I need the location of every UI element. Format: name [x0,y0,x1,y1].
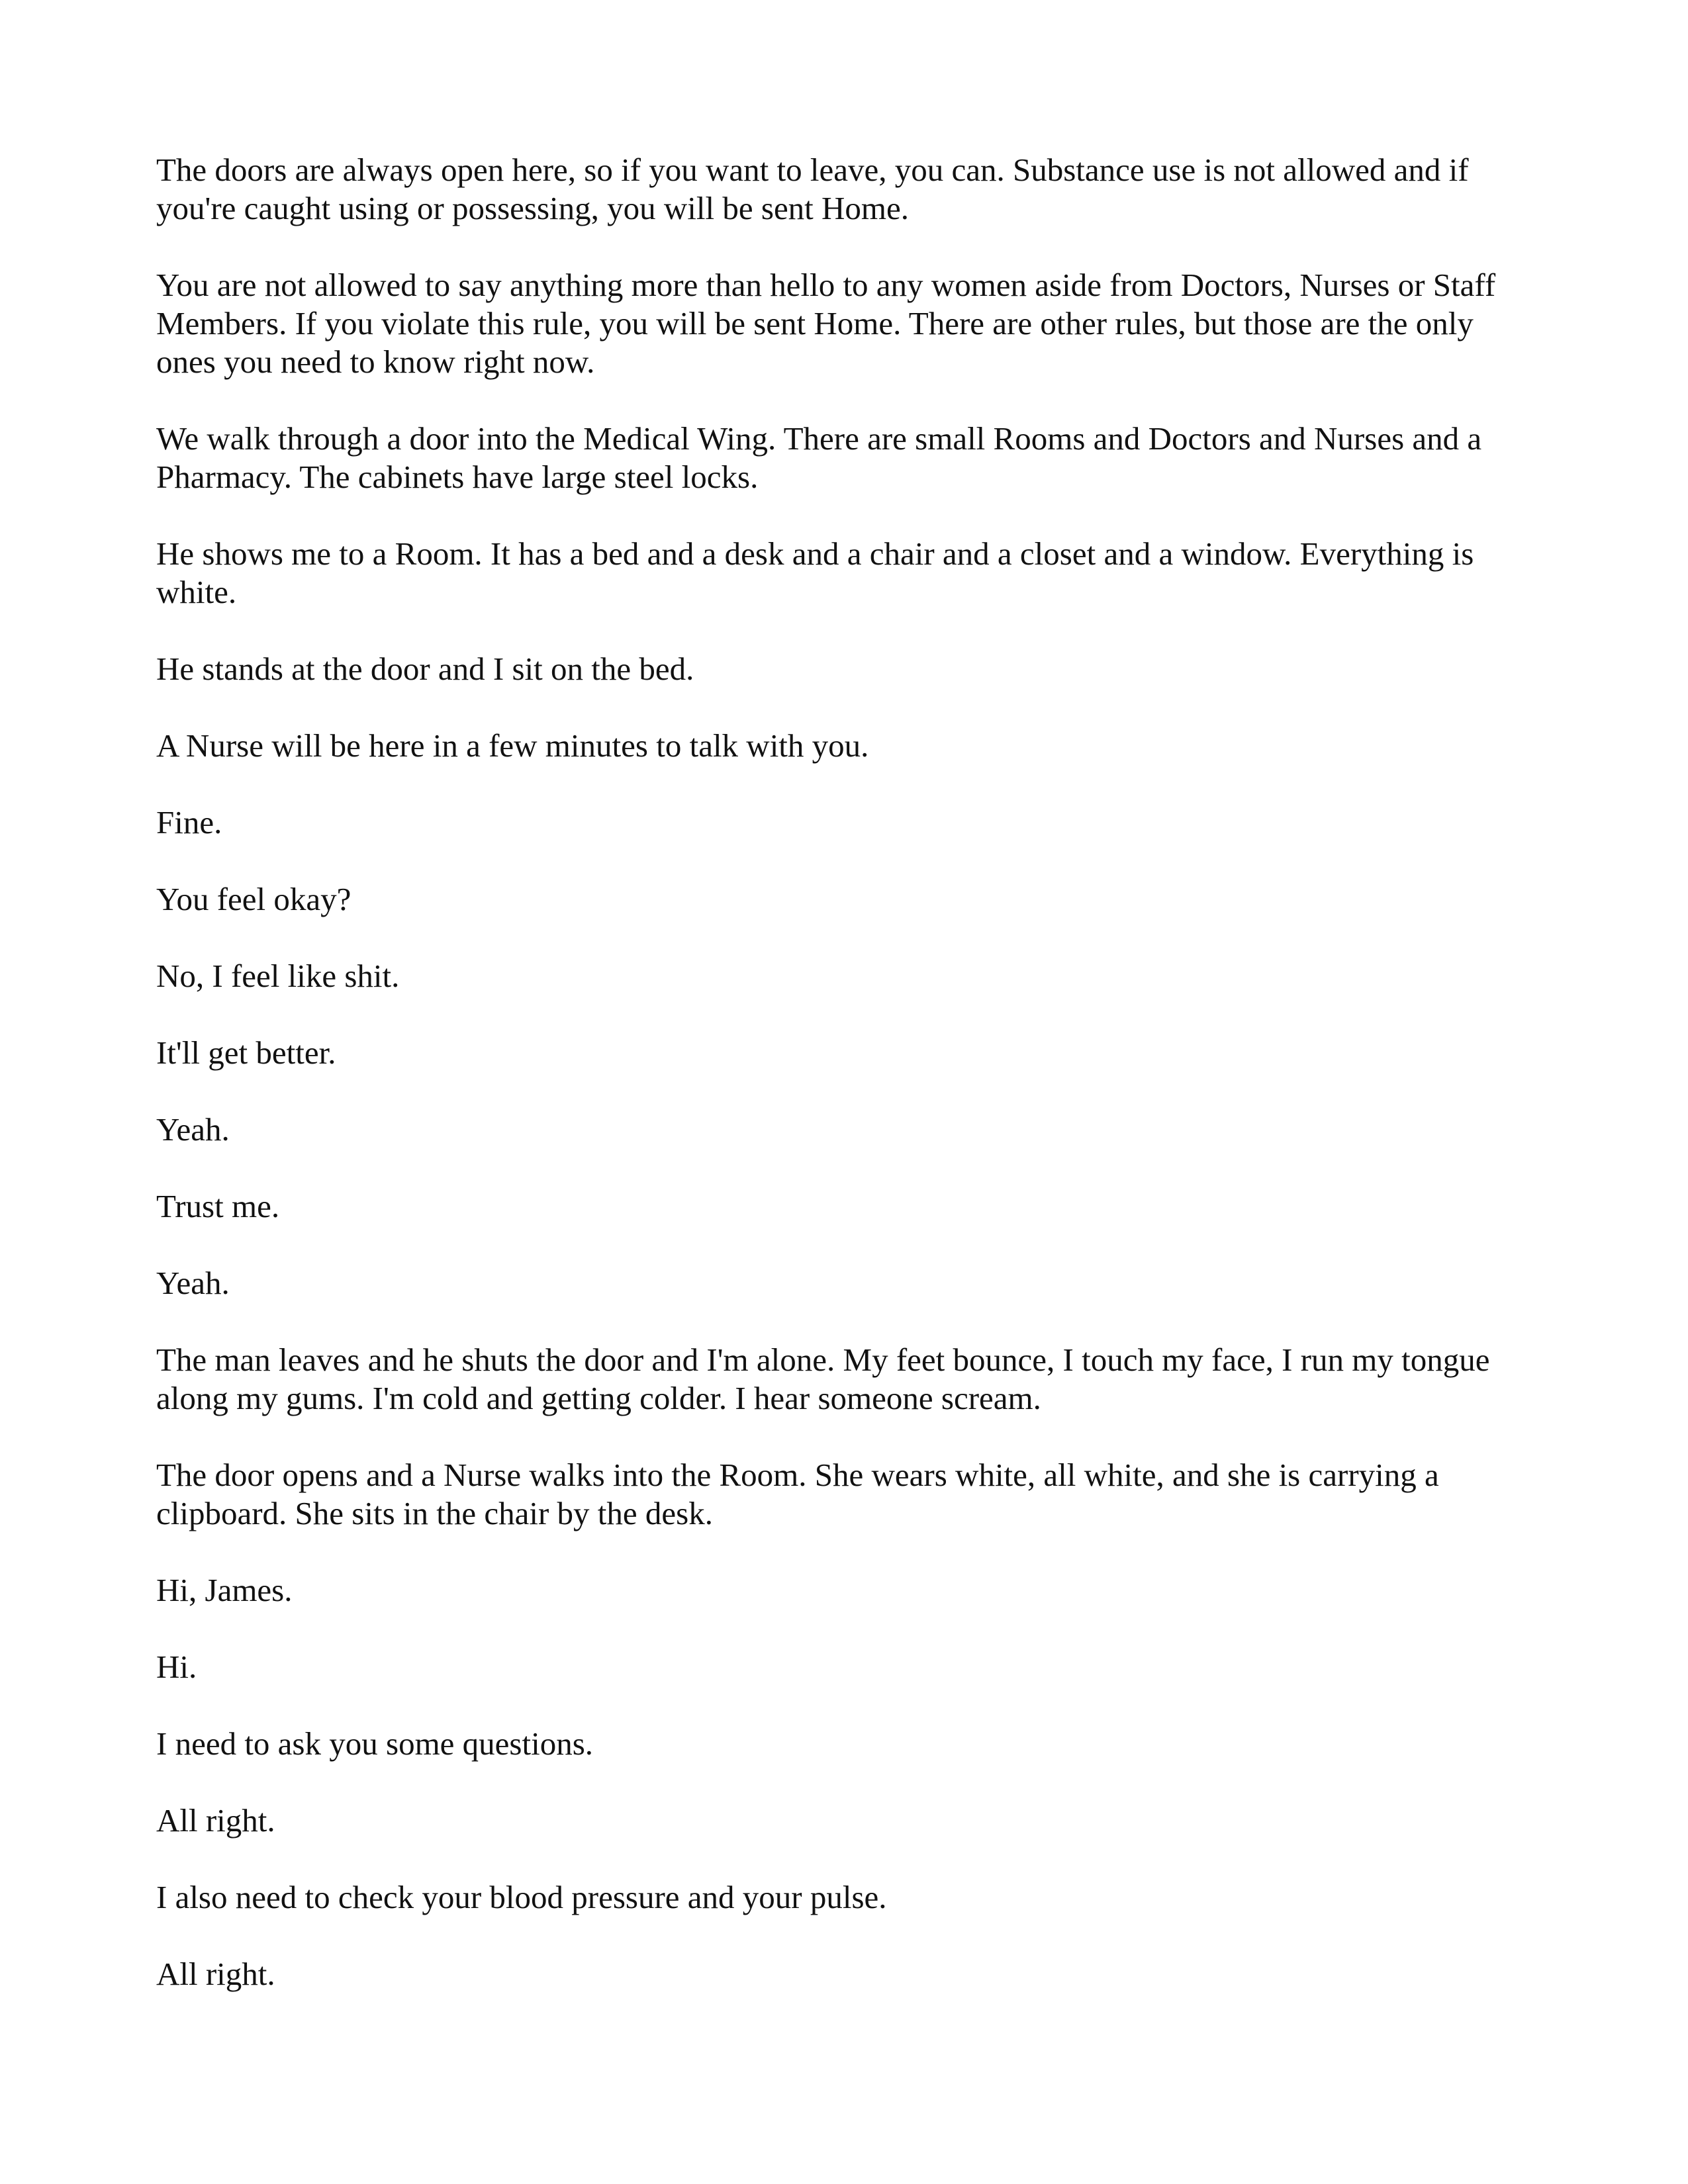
paragraph-6: A Nurse will be here in a few minutes to talk with you. [156,727,869,764]
paragraph-1: The doors are always open here, so if you want to leave, you can. Substance use is not allowed and if you're caught using or possessing, you will be sent Home. [156,152,1469,226]
paragraph-5: He stands at the door and I sit on the bed. [156,651,694,687]
document-body [156,151,1546,1993]
paragraph-17: Hi. [156,1649,197,1685]
paragraph-14: The man leaves and he shuts the door and I'm alone. My feet bounce, I touch my face, I run my tongue along my gums. I'm cold and getting colder. I hear someone scream. [156,1342,1490,1416]
paragraph-3: We walk through a door into the Medical Wing. There are small Rooms and Doctors and Nurses and a Pharmacy. The cabinets have large steel locks. [156,420,1482,495]
paragraph-19: All right. [156,1802,275,1839]
paragraph-15: The door opens and a Nurse walks into the Room. She wears white, all white, and she is carrying a clipboard. She sits in the chair by the desk. [156,1457,1439,1531]
paragraph-11: Yeah. [156,1111,230,1148]
paragraph-4: He shows me to a Room. It has a bed and a desk and a chair and a closet and a window. Everything is white. [156,535,1474,610]
paragraph-2: You are not allowed to say anything more than hello to any women aside from Doctors, Nurses or Staff Members. If you violate this rule, you will be sent Home. There are other rules, but those are the only ones you need to know right now. [156,267,1496,380]
paragraph-20: I also need to check your blood pressure and your pulse. [156,1879,887,1915]
paragraph-8: You feel okay? [156,881,352,917]
paragraph-7: Fine. [156,804,222,841]
paragraph-13: Yeah. [156,1265,230,1301]
paragraph-12: Trust me. [156,1188,280,1224]
paragraph-10: It'll get better. [156,1034,336,1071]
paragraph-16: Hi, James. [156,1572,293,1608]
paragraph-18: I need to ask you some questions. [156,1725,594,1762]
paragraph-9: No, I feel like shit. [156,958,400,994]
paragraph-21: All right. [156,1956,275,1992]
